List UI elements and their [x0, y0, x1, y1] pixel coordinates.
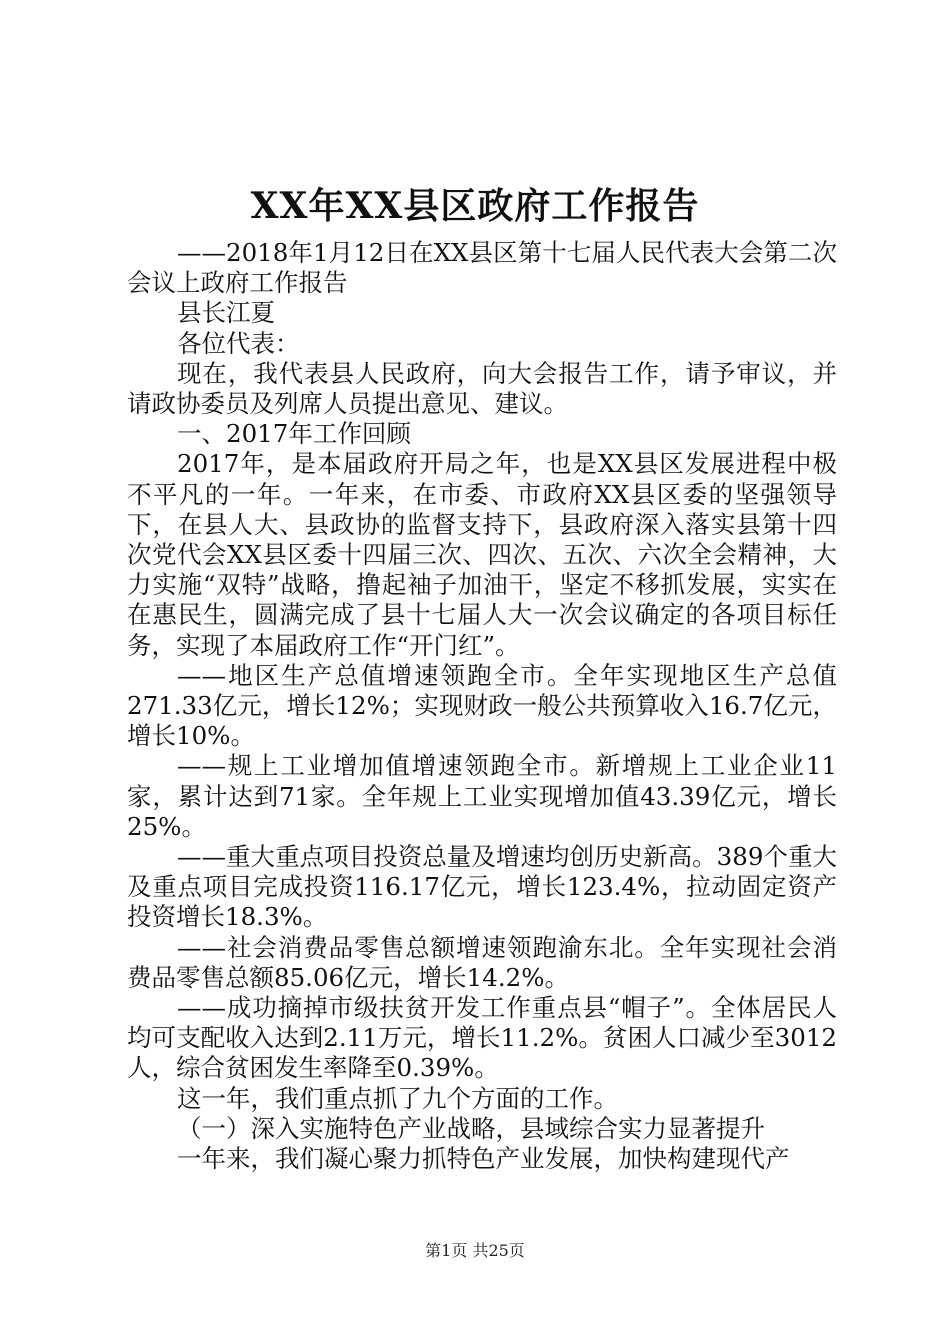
body-paragraph: ——成功摘掉市级扶贫开发工作重点县“帽子”。全体居民人均可支配收入达到2.11万元，增长11.2%。贫困人口减少至3012人，综合贫困发生率降至0.39%。: [127, 993, 837, 1083]
document-body: [127, 238, 837, 1174]
body-paragraph: 2017年，是本届政府开局之年，也是XX县区发展进程中极不平凡的一年。一年来，在市委、市政府XX县区委的坚强领导下，在县人大、县政协的监督支持下，县政府深入落实县第十四次党代会XX县区委十四届三次、四次、五次、六次全会精神，大力实施“双特”战略，撸起袖子加油干，坚定不移抓发展，实实在在惠民生，圆满完成了县十七届人大一次会议确定的各项目标任务，实现了本届政府工作“开门红”。: [127, 449, 837, 660]
page-footer: 第1页 共25页: [425, 1241, 525, 1260]
body-paragraph: ——重大重点项目投资总量及增速均创历史新高。389个重大及重点项目完成投资116.17亿元，增长123.4%，拉动固定资产投资增长18.3%。: [127, 842, 837, 932]
body-paragraph: ——规上工业增加值增速领跑全市。新增规上工业企业11家，累计达到71家。全年规上工业实现增加值43.39亿元，增长25%。: [127, 751, 837, 841]
salutation: 各位代表：: [177, 328, 300, 358]
speaker-line: 县长江夏: [177, 298, 275, 328]
document-title: XX年XX县区政府工作报告: [250, 185, 700, 227]
subsection-heading: （一）深入实施特色产业战略，县域综合实力显著提升: [177, 1113, 765, 1143]
section-heading: 一、2017年工作回顾: [177, 419, 411, 449]
body-paragraph: 这一年，我们重点抓了九个方面的工作。: [177, 1083, 618, 1113]
subtitle-paragraph: ——2018年1月12日在XX县区第十七届人民代表大会第二次会议上政府工作报告: [127, 238, 837, 298]
body-paragraph: ——社会消费品零售总额增速领跑渝东北。全年实现社会消费品零售总额85.06亿元，增长14.2%。: [127, 932, 837, 992]
body-paragraph: 一年来，我们凝心聚力抓特色产业发展，加快构建现代产: [177, 1144, 790, 1174]
body-paragraph: ——地区生产总值增速领跑全市。全年实现地区生产总值271.33亿元，增长12%；实现财政一般公共预算收入16.7亿元，增长10%。: [127, 660, 837, 751]
body-paragraph: 现在，我代表县人民政府，向大会报告工作，请予审议，并请政协委员及列席人员提出意见、建议。: [127, 358, 837, 419]
